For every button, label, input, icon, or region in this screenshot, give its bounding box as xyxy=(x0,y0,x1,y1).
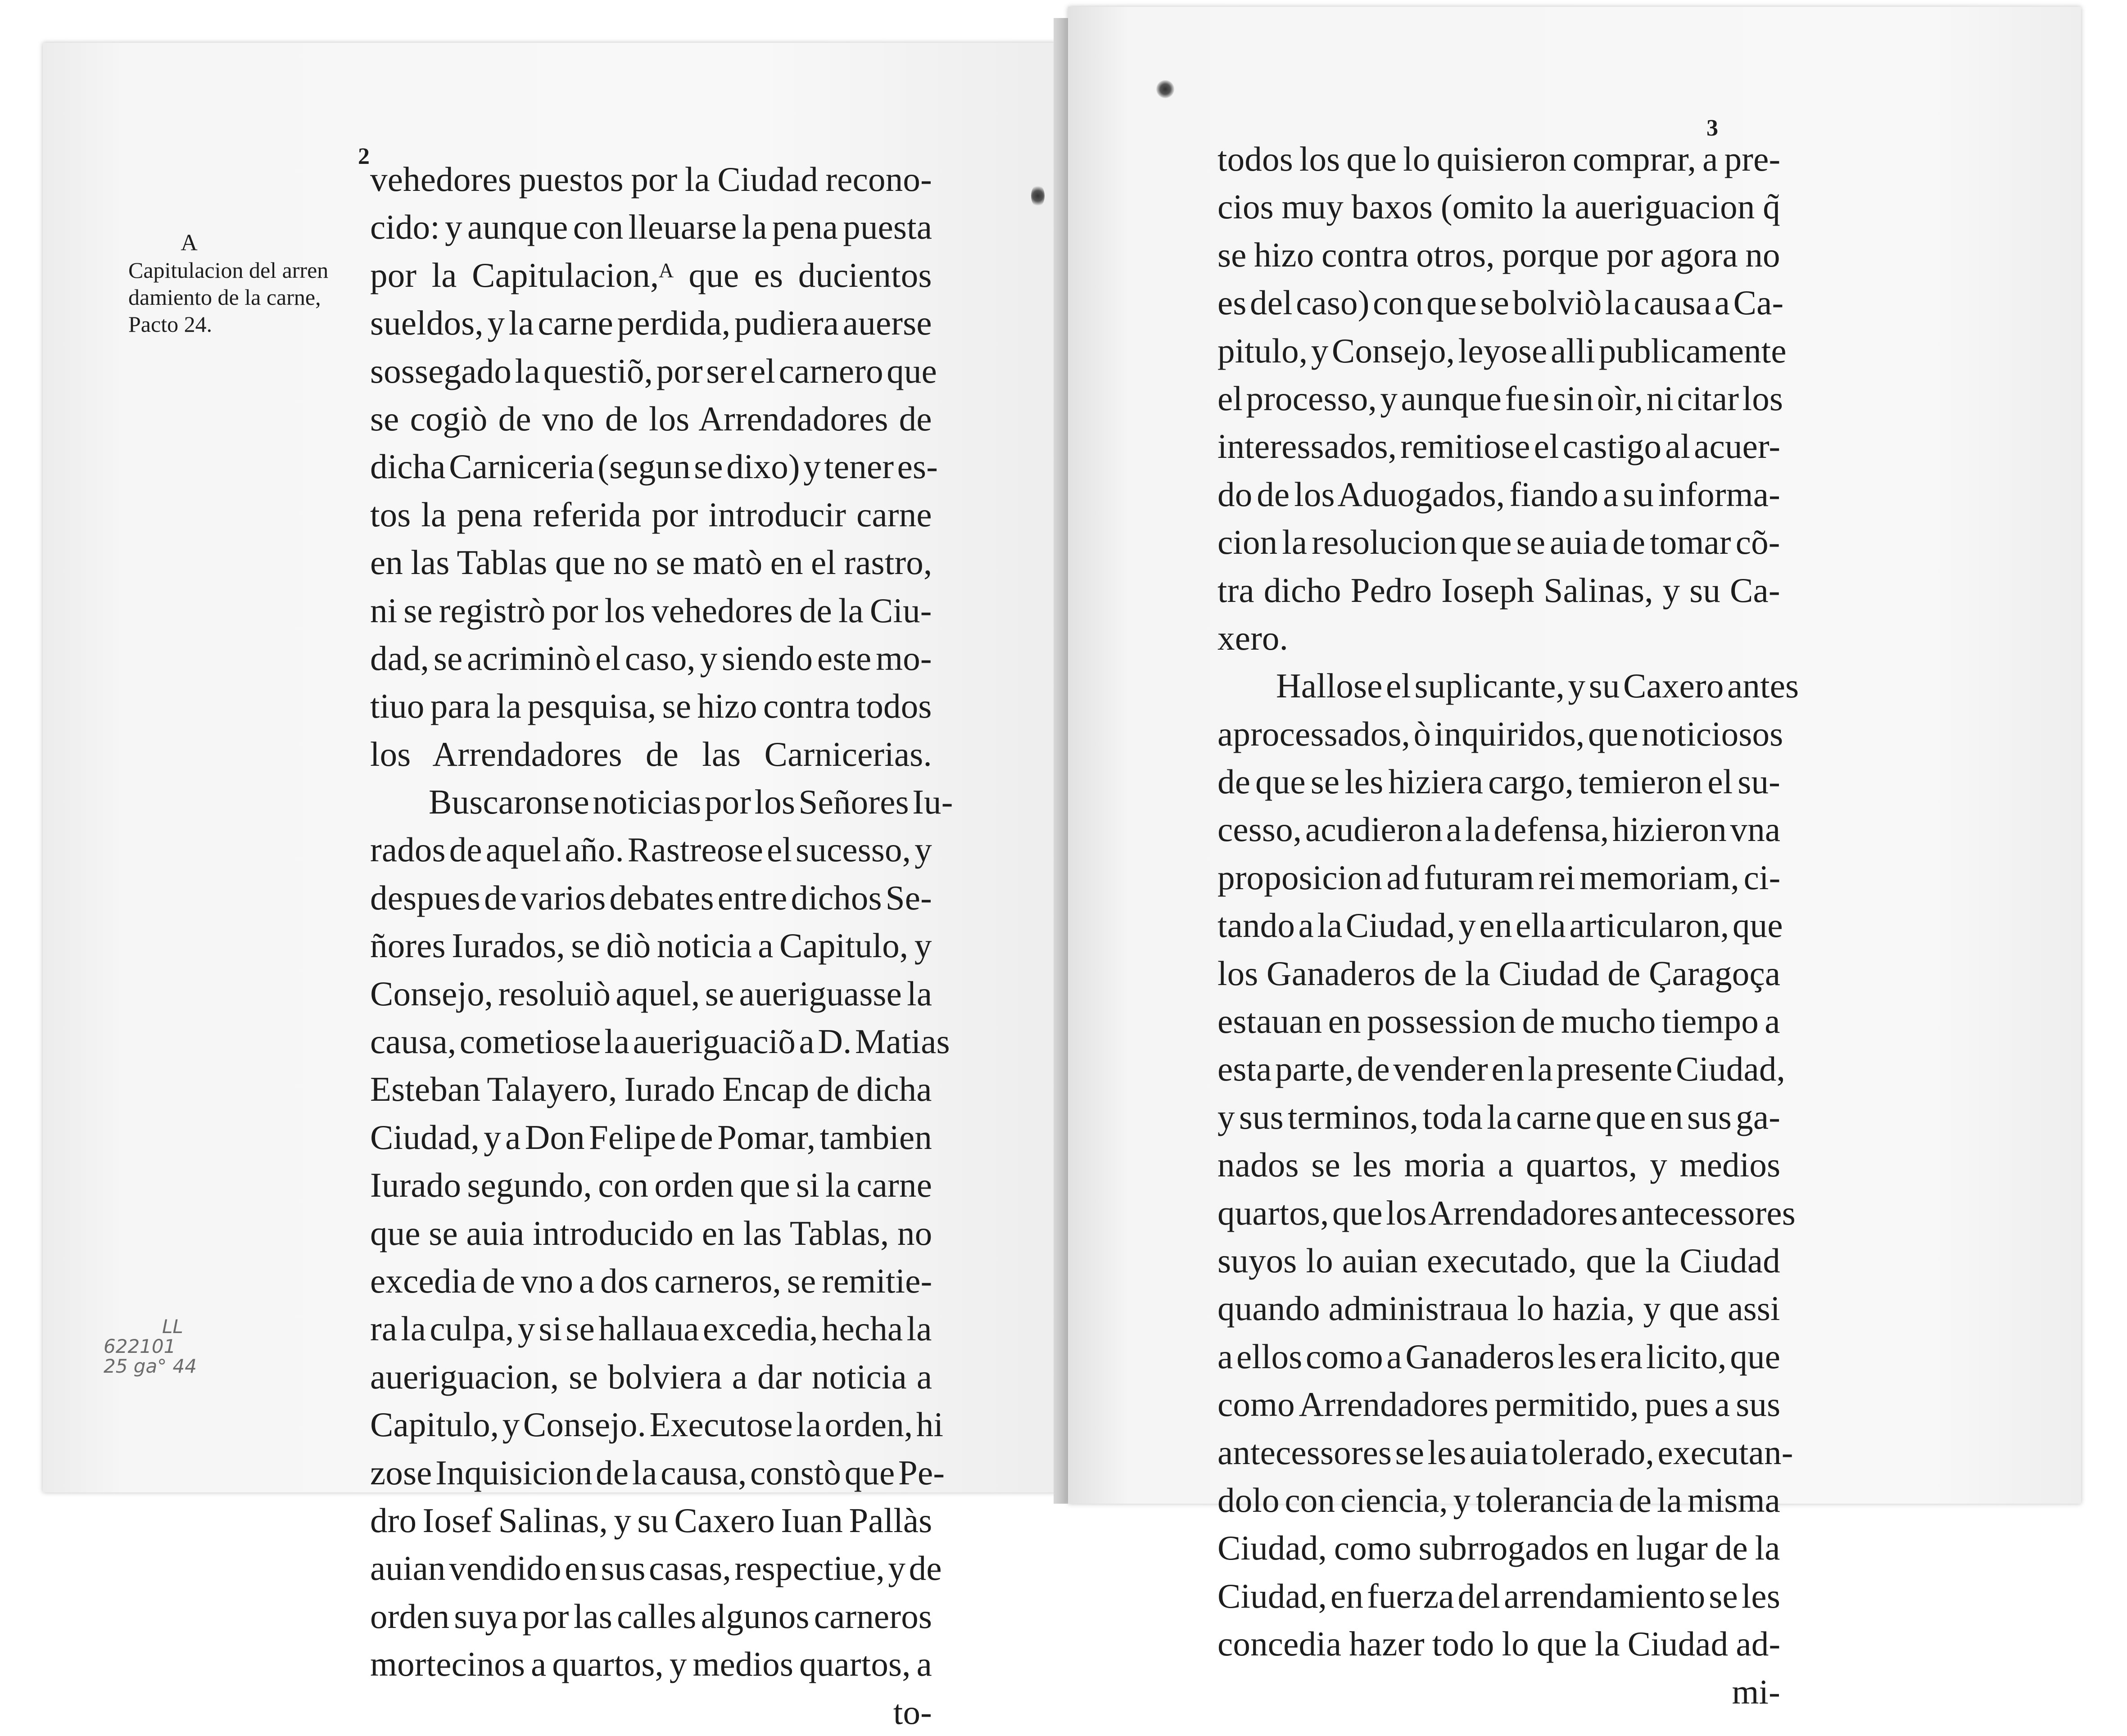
text-line: sossegado la questiõ, por ser el carnero que xyxy=(370,351,937,390)
text-line: que se auia introducido en las Tablas, no xyxy=(370,1213,932,1252)
margin-note-line: Capitulacion del arren xyxy=(128,258,329,283)
text-line: tando a la Ciudad, y en ella articularon, que xyxy=(1217,906,1783,945)
text-line: Esteban Talayero, Iurado Encap de dicha xyxy=(370,1070,932,1109)
right-page-body xyxy=(1217,135,1799,1716)
text-line: cido: y aunque con lleuarse la pena puesta xyxy=(370,208,932,247)
text-line: de que se les hiziera cargo, temieron el su- xyxy=(1217,762,1780,801)
text-line: antecessores se les auia tolerado, executan- xyxy=(1217,1433,1793,1472)
text-line: por la Capitulacion,ᴬ que es ducientos xyxy=(370,255,932,294)
text-line: ni se registrò por los vehedores de la Ciu- xyxy=(370,591,932,630)
text-line: ñores Iurados, se diò noticia a Capitulo, y xyxy=(370,926,932,965)
text-line: aueriguacion, se bolviera a dar noticia a xyxy=(370,1357,932,1396)
text-line: estauan en possession de mucho tiempo a xyxy=(1217,1002,1780,1041)
ink-spot xyxy=(1031,185,1045,207)
text-line: auian vendido en sus casas, respectiue, y de xyxy=(370,1549,942,1588)
text-line: quartos, que los Arrendadores antecessores xyxy=(1217,1193,1796,1232)
text-line: es del caso) con que se bolviò la causa a Ca- xyxy=(1217,283,1784,322)
text-line: tiuo para la pesquisa, se hizo contra todos xyxy=(370,687,932,726)
text-line: dad, se acriminò el caso, y siendo este mo- xyxy=(370,638,932,678)
text-line: do de los Aduogados, fiando a su informa- xyxy=(1217,475,1780,514)
text-line: dro Iosef Salinas, y su Caxero Iuan Pallàs xyxy=(370,1501,932,1540)
text-line: ra la culpa, y si se hallaua excedia, hecha la xyxy=(370,1309,932,1348)
text-line: to- xyxy=(893,1692,932,1731)
text-line: orden suya por las calles algunos carneros xyxy=(370,1596,932,1636)
text-line: nados se les moria a quartos, y medios xyxy=(1217,1145,1781,1184)
text-line: dolo con ciencia, y tolerancia de la misma xyxy=(1217,1480,1781,1519)
text-line: los Ganaderos de la Ciudad de Çaragoça xyxy=(1217,954,1781,993)
text-line: mi- xyxy=(1732,1672,1780,1711)
text-line: mortecinos a quartos, y medios quartos, a xyxy=(370,1645,932,1684)
text-line: a ellos como a Ganaderos les era licito, que xyxy=(1217,1337,1781,1376)
text-line: sueldos, y la carne perdida, pudiera auerse xyxy=(370,303,932,343)
text-line: Ciudad, en fuerza del arrendamiento se les xyxy=(1217,1576,1780,1615)
text-line: rados de aquel año. Rastreose el sucesso, y xyxy=(370,830,932,869)
text-line: Capitulo, y Consejo. Executose la orden, hi xyxy=(370,1405,944,1444)
text-line: tra dicho Pedro Ioseph Salinas, y su Ca- xyxy=(1217,570,1780,610)
text-line: despues de varios debates entre dichos Se- xyxy=(370,878,932,917)
text-line: causa, cometiose la aueriguaciõ a D. Matias xyxy=(370,1022,950,1061)
left-page-number: 2 xyxy=(358,144,370,169)
text-line: esta parte, de vender en la presente Ciudad, xyxy=(1217,1049,1786,1089)
catalog-line: LL xyxy=(162,1316,183,1338)
text-line: concedia hazer todo lo que la Ciudad ad- xyxy=(1217,1624,1781,1664)
text-line: cios muy baxos (omito la aueriguacion q̃ xyxy=(1217,187,1780,226)
text-line: los Arrendadores de las Carnicerias. xyxy=(370,734,932,773)
text-line: se cogiò de vno de los Arrendadores de xyxy=(370,399,932,438)
margin-note xyxy=(128,230,380,338)
text-line: quando administraua lo hazia, y que assi xyxy=(1217,1289,1780,1328)
left-page-body xyxy=(370,155,953,1736)
margin-note-letter: A xyxy=(181,230,198,256)
text-line: y sus terminos, toda la carne que en sus ga- xyxy=(1217,1097,1781,1136)
text-line: tos la pena referida por introducir carne xyxy=(370,495,932,534)
catalog-mark xyxy=(104,1317,197,1376)
text-line: pitulo, y Consejo, leyose alli publicamente xyxy=(1217,331,1787,370)
text-line: proposicion ad futuram rei memoriam, ci- xyxy=(1217,858,1781,897)
text-line: zose Inquisicion de la causa, constò que Pe- xyxy=(370,1453,945,1492)
margin-note-line: damiento de la carne, xyxy=(128,285,321,310)
text-line: Ciudad, como subrrogados en lugar de la xyxy=(1217,1528,1780,1568)
catalog-line: 622101 xyxy=(104,1335,176,1357)
text-line: el processo, y aunque fue sin oìr, ni citar los xyxy=(1217,379,1783,418)
text-line: como Arrendadores permitido, pues a sus xyxy=(1217,1385,1781,1424)
text-line: cesso, acudieron a la defensa, hizieron vna xyxy=(1217,810,1781,849)
text-line: cion la resolucion que se auia de tomar cõ- xyxy=(1217,523,1780,562)
text-line: Buscaronse noticias por los Señores Iu- xyxy=(429,782,953,822)
text-line: xero. xyxy=(1217,618,1289,657)
text-line: vehedores puestos por la Ciudad recono- xyxy=(370,160,932,199)
margin-note-line: Pacto 24. xyxy=(128,312,213,337)
text-line: en las Tablas que no se matò en el rastro, xyxy=(370,543,932,582)
right-page-number: 3 xyxy=(1706,115,1718,141)
text-line: interessados, remitiose el castigo al acuer- xyxy=(1217,427,1781,466)
text-line: Ciudad, y a Don Felipe de Pomar, tambien xyxy=(370,1117,932,1157)
text-line: Consejo, resoluiò aquel, se aueriguasse la xyxy=(370,974,932,1013)
text-line: Iurado segundo, con orden que si la carne xyxy=(370,1166,932,1205)
ink-spot xyxy=(1156,80,1174,98)
text-line: aprocessados, ò inquiridos, que noticiosos xyxy=(1217,714,1783,753)
text-line: dicha Carniceria (segun se dixo) y tener es- xyxy=(370,447,938,486)
text-line: excedia de vno a dos carneros, se remitie- xyxy=(370,1261,932,1300)
text-line: todos los que lo quisieron comprar, a pre- xyxy=(1217,140,1781,178)
text-line: Hallose el suplicante, y su Caxero antes xyxy=(1276,666,1799,705)
catalog-line: 25 ga° 44 xyxy=(104,1355,197,1377)
text-line: se hizo contra otros, porque por agora no xyxy=(1217,235,1780,274)
text-line: suyos lo auian executado, que la Ciudad xyxy=(1217,1241,1780,1280)
